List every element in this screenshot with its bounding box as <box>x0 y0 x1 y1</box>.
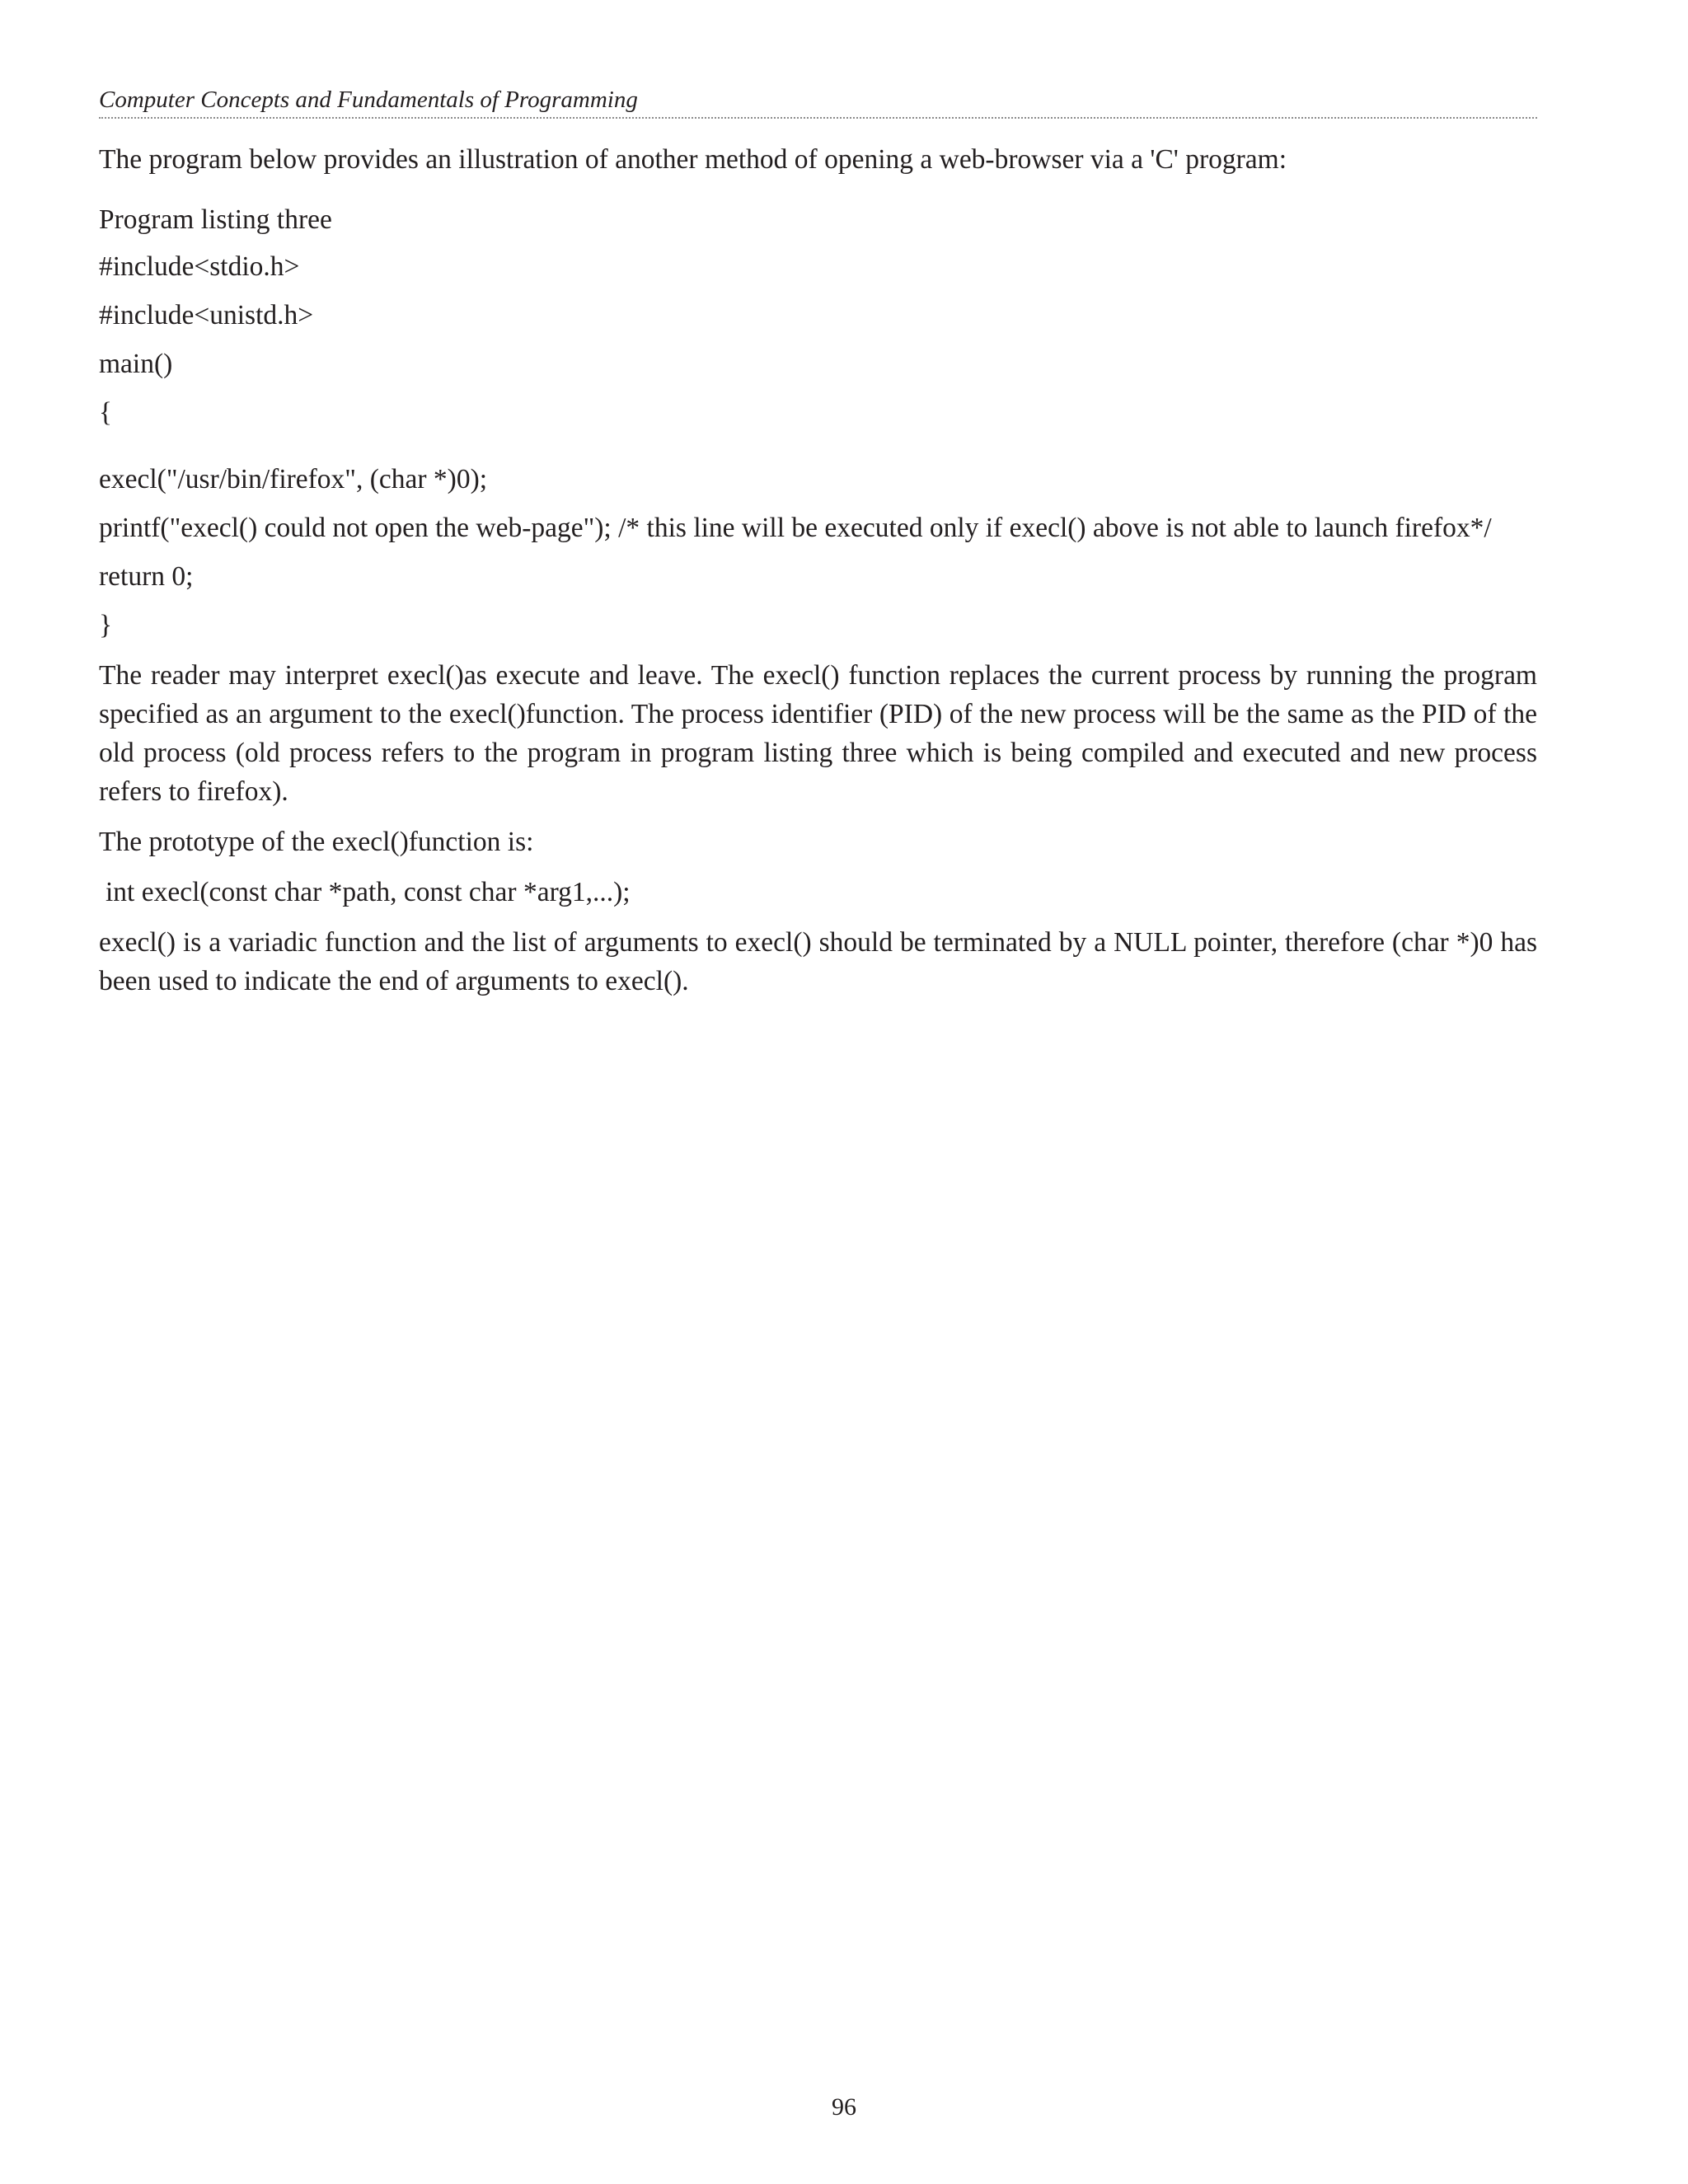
running-header: Computer Concepts and Fundamentals of Programming <box>99 84 1537 119</box>
prototype-intro: The prototype of the execl()function is: <box>99 827 534 857</box>
code-line-main: main() <box>99 349 173 379</box>
code-listing <box>99 247 1537 644</box>
intro-paragraph: The program below provides an illustration of another method of opening a web-browser via a 'C' program: <box>99 144 1287 175</box>
code-line-include-unistd: #include<unistd.h> <box>99 300 314 330</box>
code-line-printf: printf("execl() could not open the web-page"); /* this line will be executed only if execl() above is not able to launch firefox*/ <box>99 513 1492 543</box>
page-number: 96 <box>832 2093 856 2121</box>
explanation-paragraph: The reader may interpret execl()as execute and leave. The execl() function replaces the current process by running the program specified as an argument to the execl()function. The process identifier (PID) of the new process will be the same as the PID of the old process (old process refers to the program in program listing three which is being compiled and executed and new process refers to firefox). <box>99 660 1537 807</box>
variadic-note-paragraph: execl() is a variadic function and the list of arguments to execl() should be terminated by a NULL pointer, therefore (char *)0 has been used to indicate the end of arguments to execl(). <box>99 927 1537 996</box>
prototype-line: int execl(const char *path, const char *arg1,...); <box>106 877 631 907</box>
code-line-execl: execl("/usr/bin/firefox", (char *)0); <box>99 464 488 494</box>
page-content <box>99 140 1537 1001</box>
code-line-return: return 0; <box>99 561 194 592</box>
code-line-include-stdio: #include<stdio.h> <box>99 251 300 282</box>
code-line-close-brace: } <box>99 610 113 640</box>
listing-title: Program listing three <box>99 204 332 235</box>
code-line-open-brace: { <box>99 397 113 428</box>
